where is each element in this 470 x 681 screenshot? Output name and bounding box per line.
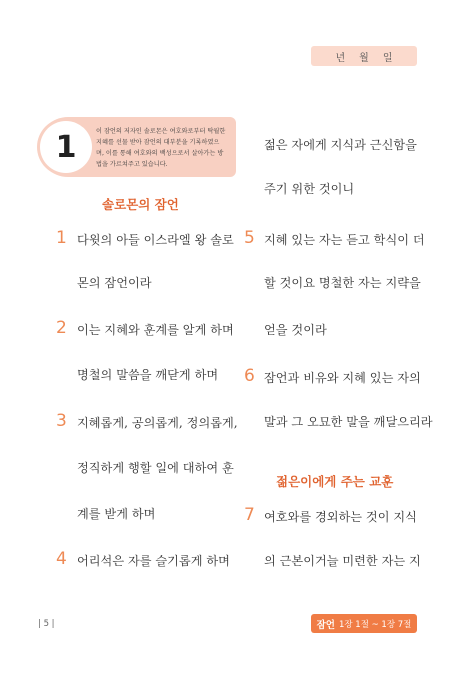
verse-number: 4 (56, 549, 67, 569)
intro-line: 이 잠언의 저자인 솔로몬은 여호와로부터 탁월한 (96, 128, 226, 135)
verse-number: 3 (56, 411, 67, 431)
verse-line: 지혜롭게, 공의롭게, 정의롭게, (77, 416, 238, 430)
verse-line: 잠언과 비유와 지혜 있는 자의 (264, 371, 421, 385)
intro-line: 며, 이를 통해 여호와의 백성으로서 살아가는 방 (96, 150, 224, 157)
section-title-solomon: 솔로몬의 잠언 (102, 197, 179, 212)
verse-number: 6 (244, 366, 255, 386)
verse-line: 젊은 자에게 지식과 근신함을 (264, 138, 417, 152)
section-title-youth: 젊은이에게 주는 교훈 (276, 474, 394, 489)
verse-number: 2 (56, 318, 67, 338)
verse-line: 다윗의 아들 이스라엘 왕 솔로 (77, 233, 234, 247)
date-day-label: 일 (382, 52, 393, 64)
verse-line: 어리석은 자를 슬기롭게 하며 (77, 554, 230, 568)
verse-line: 명철의 말씀을 깨닫게 하며 (77, 368, 219, 382)
verse-line: 지혜 있는 자는 듣고 학식이 더 (264, 233, 425, 247)
intro-line: 법을 가르쳐주고 있습니다. (96, 161, 168, 168)
verse-line: 의 근본이거늘 미련한 자는 지 (264, 554, 421, 568)
book-name: 잠언 (316, 619, 335, 631)
chapter-number: 1 (40, 121, 92, 173)
verse-line: 주기 위한 것이니 (264, 182, 355, 196)
chapter-range-tab (311, 614, 417, 633)
verse-line: 이는 지혜와 훈계를 알게 하며 (77, 323, 234, 337)
date-tab (311, 46, 417, 66)
verse-line: 계를 받게 하며 (77, 507, 156, 521)
verse-range: 1장 1절 ~ 1장 7절 (338, 619, 412, 630)
verse-line: 얻을 것이라 (264, 323, 327, 337)
verse-number: 5 (244, 228, 255, 248)
intro-line: 지혜를 선물 받아 잠언의 대부분을 기록하였으 (96, 139, 220, 146)
chapter-intro-text (96, 126, 234, 170)
page-number: | 5 | (38, 619, 55, 629)
verse-line: 말과 그 오묘한 말을 깨달으리라 (264, 415, 433, 429)
verse-number: 1 (56, 228, 67, 248)
verse-line: 몬의 잠언이라 (77, 276, 152, 290)
verse-line: 정직하게 행할 일에 대하여 훈 (77, 461, 234, 475)
verse-number: 7 (244, 505, 255, 525)
verse-line: 여호와를 경외하는 것이 지식 (264, 510, 417, 524)
date-month-label: 월 (359, 52, 369, 64)
verse-line: 할 것이요 명철한 자는 지략을 (264, 276, 421, 290)
date-year-label: 년 (335, 52, 346, 64)
